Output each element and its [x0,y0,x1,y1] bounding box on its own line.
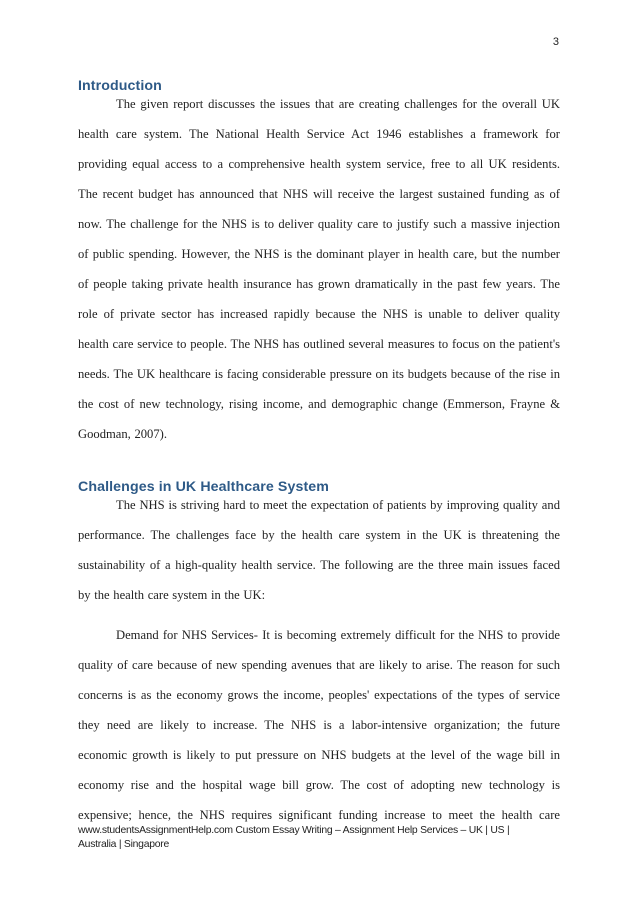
introduction-paragraph: The given report discusses the issues that are creating challenges for the overall UK health care system. The National Health Service Act 1946 establishes a framework for providing equal access to a comprehensive health system service, free to all UK residents. The recent budget has announced that NHS will receive the largest sustained funding as of now. The challenge for the NHS is to deliver quality care to justify such a massive injection of public spending. However, the NHS is the dominant player in health care, but the number of people taking private health insurance has grown dramatically in the past few years. The role of private sector has increased rapidly because the NHS is unable to deliver quality health care service to people. The NHS has outlined several measures to focus on the patient's needs. The UK healthcare is facing considerable pressure on its budgets because of the rise in the cost of new technology, rising income, and demographic change (Emmerson, Frayne & Goodman, 2007). [78,97,560,441]
page-number: 3 [552,36,559,48]
challenges-intro-paragraph: The NHS is striving hard to meet the expectation of patients by improving quality and performance. The challenges face by the health care system in the UK is threatening the sustainability of a high-quality health service. The following are the three main issues faced by the health care system in the UK: [78,498,560,602]
footer-line-2: Australia | Singapore [78,839,170,850]
challenges-heading: Challenges in UK Healthcare System [78,479,329,495]
demand-paragraph: Demand for NHS Services- It is becoming extremely difficult for the NHS to provide quality of care because of new spending avenues that are likely to arise. The reason for such concerns is as the economy grows the income, peoples' expectations of the types of service they need are likely to increase. The NHS is a labor-intensive organization; the future economic growth is likely to put pressure on NHS budgets at the level of the wage bill in economy rise and the hospital wage bill grow. The cost of adopting new technology is expensive; hence, the NHS requires significant funding increase to meet the health care [78,628,560,822]
footer-line-1: www.studentsAssignmentHelp.com Custom Essay Writing – Assignment Help Services – UK | US | [78,825,510,836]
introduction-heading: Introduction [78,78,162,94]
page-footer [78,824,568,852]
